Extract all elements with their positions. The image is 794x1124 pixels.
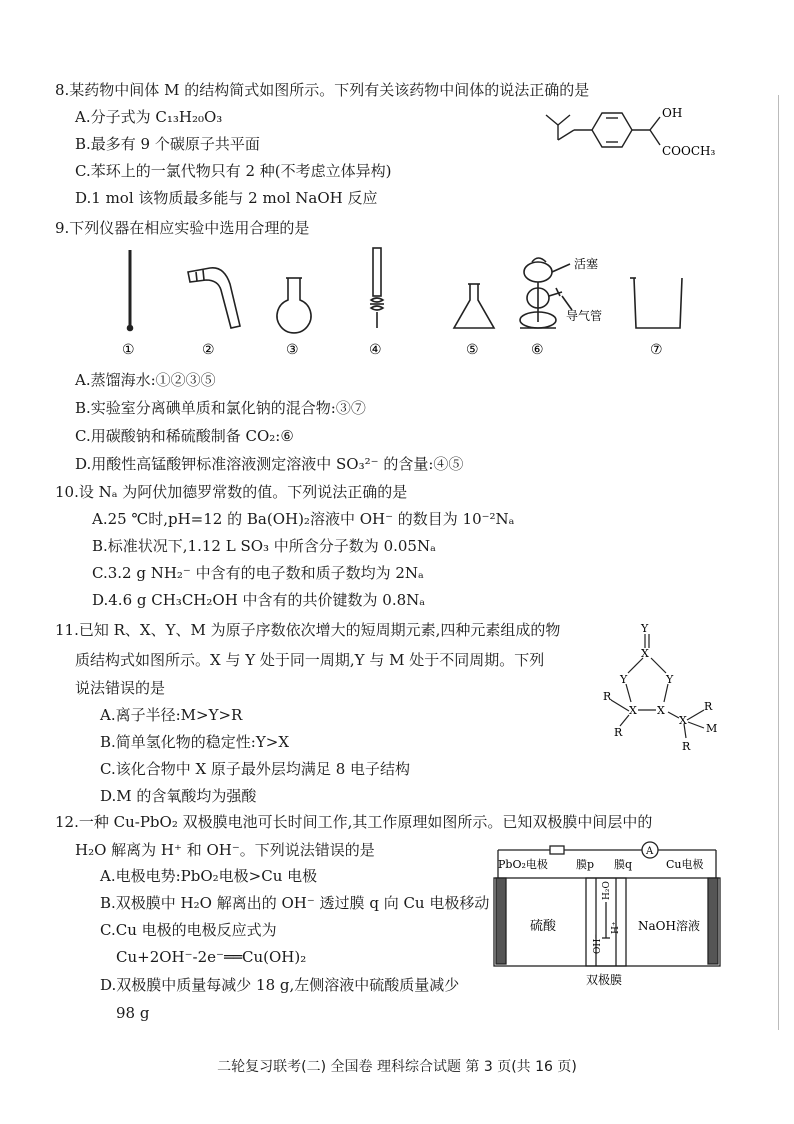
q9-label-7: ⑦ <box>650 342 663 358</box>
q9-label-5: ⑤ <box>466 342 479 358</box>
q9-label-1: ① <box>122 342 135 358</box>
q8-option-a: A.分子式为 C₁₃H₂₀O₃ <box>75 108 223 126</box>
q12-ohminus-label: OH⁻ <box>593 934 603 954</box>
q9-option-d: D.用酸性高锰酸钾标准溶液测定溶液中 SO₃²⁻ 的含量:④⑤ <box>75 455 464 473</box>
q12-bipolar-membrane-label: 双极膜 <box>586 973 623 987</box>
q11-atom-x-top: X <box>641 647 649 660</box>
q11-atom-x-left: X <box>629 704 637 717</box>
q10-stem: 10.设 Nₐ 为阿伏加德罗常数的值。下列说法正确的是 <box>55 483 408 501</box>
q9-stem: 9.下列仪器在相应实验中选用合理的是 <box>55 219 310 237</box>
q9-label-4: ④ <box>369 342 382 358</box>
q8-ester-label: COOCH₃ <box>662 144 716 158</box>
q9-option-a: A.蒸馏海水:①②③⑤ <box>75 371 216 389</box>
q9-gas-tube-label: 导气管 <box>566 309 603 323</box>
q9-apparatus-figure <box>100 244 720 360</box>
q10-option-d: D.4.6 g CH₃CH₂OH 中含有的共价键数为 0.8Nₐ <box>92 591 426 609</box>
q12-option-b: B.双极膜中 H₂O 解离出的 OH⁻ 透过膜 q 向 Cu 电极移动 <box>100 894 490 912</box>
q9-label-2: ② <box>202 342 215 358</box>
q8-structure-figure <box>540 100 740 162</box>
q11-atom-r2: R <box>614 726 623 739</box>
q9-option-b: B.实验室分离碘单质和氯化钠的混合物:③⑦ <box>75 399 366 417</box>
q12-option-c-equation: Cu+2OH⁻-2e⁻══Cu(OH)₂ <box>116 948 307 966</box>
q12-option-d-line1: D.双极膜中质量每减少 18 g,左侧溶液中硫酸质量减少 <box>100 976 460 994</box>
q11-atom-y-top: Y <box>641 622 649 635</box>
q8-option-d: D.1 mol 该物质最多能与 2 mol NaOH 反应 <box>75 189 378 207</box>
q11-option-c: C.该化合物中 X 原子最外层均满足 8 电子结构 <box>100 760 411 778</box>
q11-option-b: B.简单氢化物的稳定性:Y>X <box>100 733 289 751</box>
q11-atom-m: M <box>706 722 718 735</box>
q8-option-c: C.苯环上的一氯代物只有 2 种(不考虑立体异构) <box>75 162 392 180</box>
q8-oh-label: OH <box>662 106 683 120</box>
q11-option-d: D.M 的含氧酸均为强酸 <box>100 787 257 805</box>
q12-membrane-q-label: 膜q <box>614 858 633 871</box>
q8-stem: 8.某药物中间体 M 的结构简式如图所示。下列有关该药物中间体的说法正确的是 <box>55 81 590 99</box>
q10-option-b: B.标准状况下,1.12 L SO₃ 中所含分子数为 0.05Nₐ <box>92 537 436 555</box>
q12-ammeter-label: A <box>646 846 654 857</box>
q12-naoh-label: NaOH溶液 <box>638 919 700 933</box>
q11-stem-line3: 说法错误的是 <box>75 679 166 697</box>
q12-membrane-p-label: 膜p <box>576 858 595 871</box>
q10-option-c: C.3.2 g NH₂⁻ 中含有的电子数和质子数均为 2Nₐ <box>92 564 424 582</box>
q11-atom-x-right: X <box>679 714 687 727</box>
q11-option-a: A.离子半径:M>Y>R <box>100 706 243 724</box>
q11-atom-y-left: Y <box>620 673 628 686</box>
q12-hplus-label: H⁺ <box>611 921 621 934</box>
q9-label-6: ⑥ <box>531 342 544 358</box>
q11-atom-y-right: Y <box>666 673 674 686</box>
q11-atom-r1: R <box>603 690 612 703</box>
q11-atom-x-mid: X <box>657 704 665 717</box>
q11-atom-r4: R <box>682 740 691 753</box>
q11-stem-line1: 11.已知 R、X、Y、M 为原子序数依次增大的短周期元素,四种元素组成的物 <box>55 621 561 639</box>
q9-option-c: C.用碳酸钠和稀硫酸制备 CO₂:⑥ <box>75 427 294 445</box>
q11-atom-r3: R <box>704 700 713 713</box>
q10-option-a: A.25 ℃时,pH=12 的 Ba(OH)₂溶液中 OH⁻ 的数目为 10⁻²Nₐ <box>92 510 515 528</box>
q12-h2o-label: H₂O <box>602 881 612 900</box>
q12-option-c-line1: C.Cu 电极的电极反应式为 <box>100 921 277 939</box>
q12-cell-figure <box>490 838 730 998</box>
q12-sulfuric-acid-label: 硫酸 <box>530 919 557 934</box>
q12-stem-line1: 12.一种 Cu-PbO₂ 双极膜电池可长时间工作,其工作原理如图所示。已知双极膜中间层中的 <box>55 813 653 831</box>
q12-cu-electrode-label: Cu电极 <box>666 858 704 871</box>
q12-pbo2-electrode-label: PbO₂电极 <box>498 858 548 871</box>
q12-option-a: A.电极电势:PbO₂电极>Cu 电极 <box>100 867 318 885</box>
q9-stopcock-label: 活塞 <box>574 257 599 271</box>
q12-stem-line2: H₂O 解离为 H⁺ 和 OH⁻。下列说法错误的是 <box>75 841 375 859</box>
page-margin-rule <box>778 95 779 1030</box>
page-footer: 二轮复习联考(二) 全国卷 理科综合试题 第 3 页(共 16 页) <box>217 1059 577 1075</box>
q9-label-3: ③ <box>286 342 299 358</box>
q11-structure-figure <box>586 618 736 768</box>
q11-stem-line2: 质结构式如图所示。X 与 Y 处于同一周期,Y 与 M 处于不同周期。下列 <box>75 651 545 669</box>
q12-option-d-line2: 98 g <box>116 1004 150 1022</box>
q8-option-b: B.最多有 9 个碳原子共平面 <box>75 135 260 153</box>
